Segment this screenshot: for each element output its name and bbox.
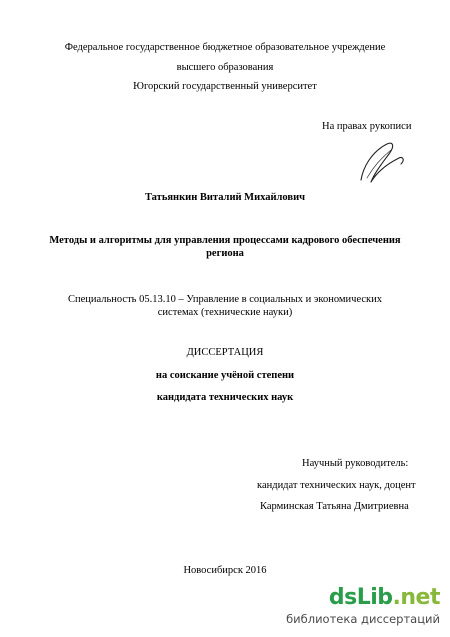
dissertation-title-line-1: Методы и алгоритмы для управления процессами кадрового обеспечения xyxy=(49,235,401,246)
watermark xyxy=(286,585,440,629)
specialty-line-2: системах (технические науки) xyxy=(157,307,293,318)
supervisor-rank: кандидат технических наук, доцент xyxy=(257,480,416,491)
header-line-3: Югорский государственный университет xyxy=(133,81,317,92)
watermark-logo: dsLib.net xyxy=(328,585,440,610)
author-name: Татьянкин Виталий Михайлович xyxy=(144,192,306,203)
header-line-1: Федеральное государственное бюджетное образовательное учреждение xyxy=(64,42,386,53)
header-line-2: высшего образования xyxy=(176,62,274,73)
dissertation-title-line-2: региона xyxy=(206,248,244,259)
dissertation-label: ДИССЕРТАЦИЯ xyxy=(186,347,264,358)
watermark-subtitle: библиотека диссертаций xyxy=(286,612,440,626)
supervisor-label: Научный руководитель: xyxy=(302,458,409,469)
supervisor-name: Карминская Татьяна Дмитриевна xyxy=(260,501,409,512)
signature-icon xyxy=(357,138,409,186)
city-year: Новосибирск 2016 xyxy=(183,565,267,576)
degree-line-1: на соискание учёной степени xyxy=(155,370,295,381)
specialty-line-1: Специальность 05.13.10 – Управление в социальных и экономических xyxy=(67,294,383,305)
degree-line-2: кандидата технических наук xyxy=(156,392,294,403)
manuscript-note: На правах рукописи xyxy=(322,121,412,132)
